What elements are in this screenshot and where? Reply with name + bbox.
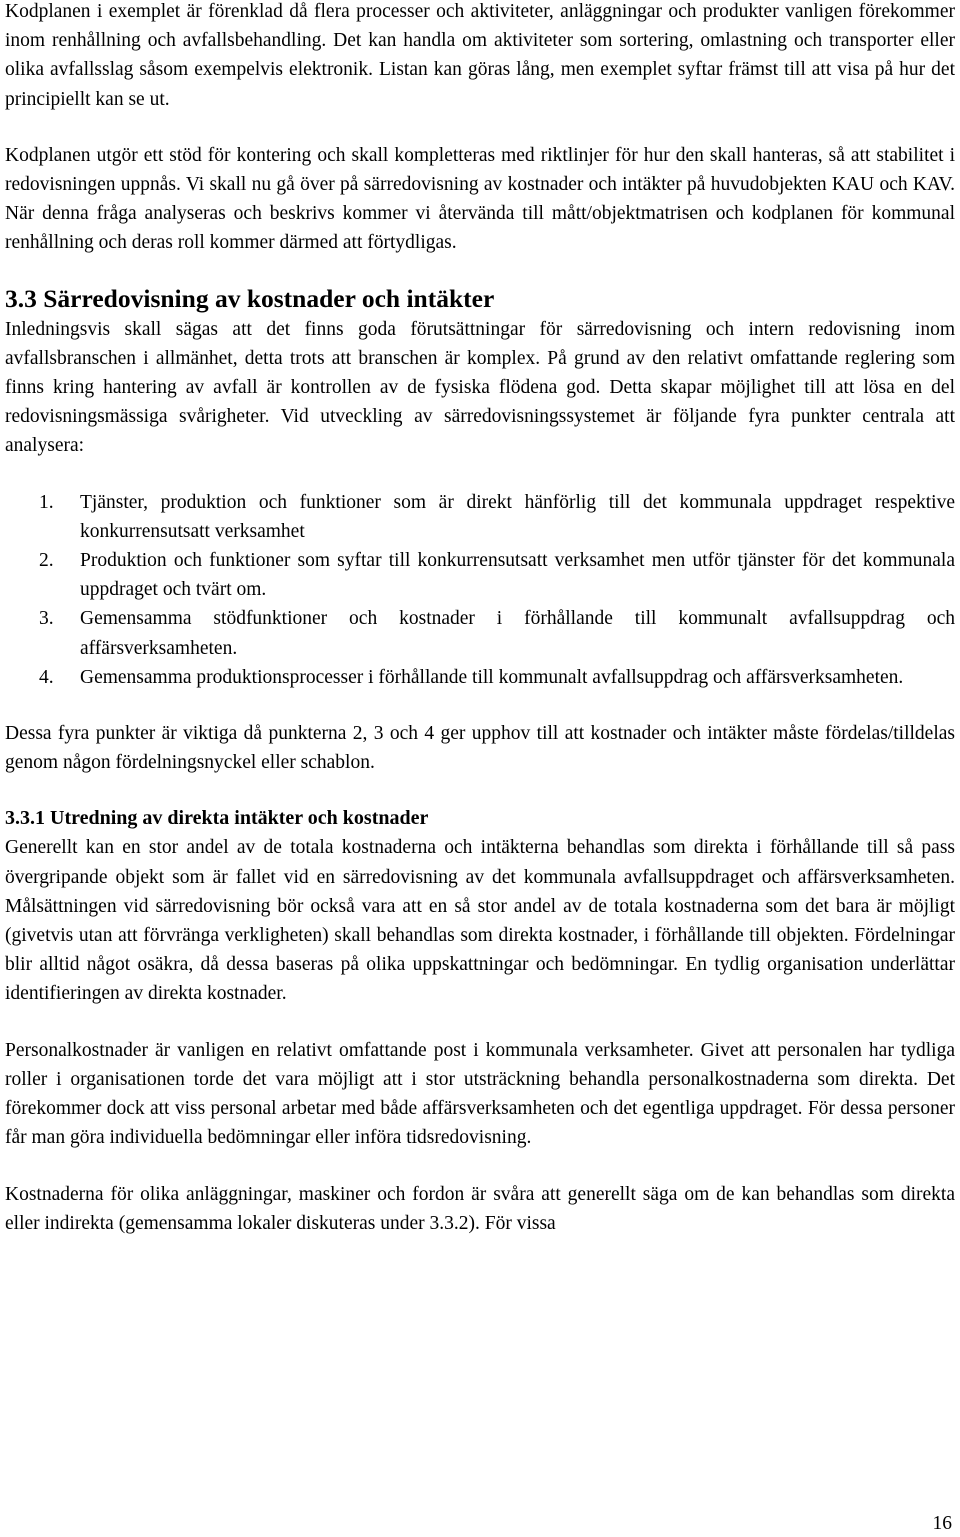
list-item-text: Gemensamma produktionsprocesser i förhållande till kommunalt avfallsuppdrag och affärsverksamheten. (80, 666, 904, 688)
list-item (5, 546, 955, 604)
list-item-number: 1. (39, 491, 54, 513)
paragraph-personnel-costs: Personalkostnader är vanligen en relativt omfattande post i kommunala verksamheter. Givet att personalen har tydliga roller i organisationen torde det vara möjligt att i stor utsträckning behandla personalkostnaderna som direkta. Det förekommer dock att viss personal arbetar med både affärsverksamheten och det egentliga uppdraget. För dessa personer får man göra individuella bedömningar eller införa tidsredovisning. (5, 1039, 955, 1149)
paragraph-points-summary: Dessa fyra punkter är viktiga då punkterna 2, 3 och 4 ger upphov till att kostnader och intäkter måste fördelas/tilldelas genom någon fördelningsnyckel eller schablon. (5, 723, 955, 774)
paragraph-direct-revenues-costs: Generellt kan en stor andel av de totala kostnaderna och intäkterna behandlas som direkta i förhållande till så pass övergripande objekt som är fallet vid en särredovisning av det kommunala avfallsuppdraget och affärsverksamheten. Målsättningen vid särredovisning bör också vara att en så stor andel av de totala kostnaderna som det bara är möjligt (givetvis utan att förvränga verkligheten) skall behandlas som direkta kostnader, i förhållande till objekten. Fördelningar blir alltid något osäkra, då dessa baseras på olika uppskattningar och bedömningar. En tydlig organisation underlättar identifieringen av direkta kostnader. (5, 837, 955, 1005)
paragraph-facility-costs: Kostnaderna för olika anläggningar, maskiner och fordon är svåra att generellt säga om de kan behandlas som direkta eller indirekta (gemensamma lokaler diskuteras under 3.3.2). För vissa (5, 1183, 955, 1234)
list-item-text: Produktion och funktioner som syftar till konkurrensutsatt verksamhet men utför tjänster för det kommunala uppdraget och tvärt om. (80, 550, 955, 601)
section-heading-3-3-1: 3.3.1 Utredning av direkta intäkter och kostnader (5, 807, 429, 830)
list-item-text: Tjänster, produktion och funktioner som är direkt hänförlig till det kommunala uppdraget respektive konkurrensutsatt verksamhet (80, 491, 955, 542)
list-item (5, 663, 955, 692)
list-item-number: 3. (39, 608, 54, 630)
list-item-number: 4. (39, 666, 54, 688)
paragraph-section-3-3-intro: Inledningsvis skall sägas att det finns goda förutsättningar för särredovisning och intern redovisning inom avfallsbranschen i allmänhet, detta trots att branschen är komplex. På grund av den relativt omfattande reglering som finns kring hantering av avfall är kontrollen av de fysiska flödena god. Detta skapar möjlighet till att lösa en del redovisningsmässiga svårigheter. Vid utveckling av särredovisningssystemet är följande fyra punkter centrala att analysera: (5, 318, 955, 457)
section-heading-3-3: 3.3 Särredovisning av kostnader och intäkter (5, 283, 495, 313)
document-page (5, 0, 955, 1238)
list-item-number: 2. (39, 550, 54, 572)
list-item (5, 488, 955, 546)
paragraph-codeplan-support: Kodplanen utgör ett stöd för kontering och skall kompletteras med riktlinjer för hur den skall hanteras, så att stabilitet i redovisningen uppnås. Vi skall nu gå över på särredovisning av kostnader och intäkter på huvudobjekten KAU och KAV. När denna fråga analyseras och beskrivs kommer vi återvända till mått/objektmatrisen och kodplanen för kommunal renhållning och deras roll kommer därmed att förtydligas. (5, 144, 955, 254)
list-item (5, 604, 955, 662)
paragraph-codeplan-simplified: Kodplanen i exemplet är förenklad då flera processer och aktiviteter, anläggningar och produkter vanligen förekommer inom renhållning och avfallsbehandling. Det kan handla om aktiviteter som sortering, omlastning och transporter eller olika avfallsslag såsom exempelvis elektronik. Listan kan göras lång, men exemplet syftar främst till att visa på hur det principiellt kan se ut. (5, 1, 955, 110)
central-points-list (5, 488, 955, 692)
page-number: 16 (932, 1513, 952, 1534)
list-item-text: Gemensamma stödfunktioner och kostnader i förhållande till kommunalt avfallsuppdrag och affärsverksamheten. (80, 608, 955, 659)
